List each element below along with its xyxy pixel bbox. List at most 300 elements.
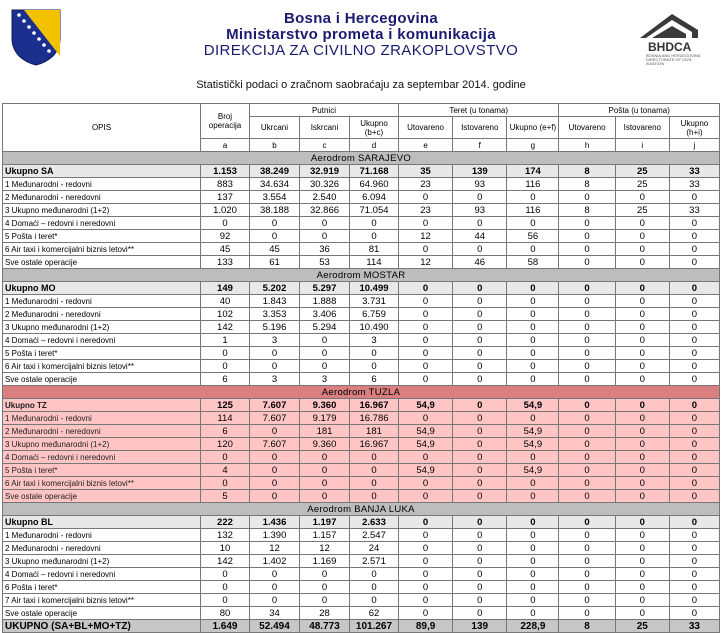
row-value: 0: [615, 529, 669, 542]
row-value: 3.554: [249, 191, 299, 204]
row-value: 0: [507, 373, 559, 386]
row-value: 0: [299, 477, 349, 490]
row-value: 0: [299, 217, 349, 230]
row-value: 0: [615, 308, 669, 321]
document-header: [0, 0, 722, 100]
row-value: 0: [615, 568, 669, 581]
row-value: 3: [299, 373, 349, 386]
row-value: 0: [559, 555, 615, 568]
airport-total-row: [3, 516, 720, 529]
row-label: Ukupno TZ: [3, 399, 201, 412]
row-value: 0: [249, 217, 299, 230]
row-value: 0: [615, 282, 669, 295]
row-value: 45: [201, 243, 250, 256]
row-value: 222: [201, 516, 250, 529]
row-label: 6 Air taxi i komercijalni biznis letovi**: [3, 243, 201, 256]
row-value: 0: [249, 568, 299, 581]
row-value: 0: [398, 373, 452, 386]
row-value: 0: [453, 555, 507, 568]
row-value: 5.196: [249, 321, 299, 334]
row-value: 174: [507, 165, 559, 178]
row-value: 10.490: [350, 321, 399, 334]
table-row: [3, 295, 720, 308]
table-head: [3, 104, 720, 152]
row-value: 0: [299, 230, 349, 243]
row-label: 5 Pošta i teret*: [3, 230, 201, 243]
row-value: 1.169: [299, 555, 349, 568]
row-value: 0: [669, 412, 719, 425]
row-value: 0: [559, 360, 615, 373]
row-label: 5 Pošta i teret*: [3, 464, 201, 477]
row-value: 1.020: [201, 204, 250, 217]
row-value: 0: [559, 607, 615, 620]
col-letter: e: [398, 139, 452, 152]
row-value: 0: [507, 347, 559, 360]
table-row: [3, 581, 720, 594]
row-value: 0: [615, 581, 669, 594]
grand-total-value: 101.267: [350, 620, 399, 633]
row-value: 139: [453, 165, 507, 178]
row-value: 3: [249, 373, 299, 386]
row-value: 0: [249, 451, 299, 464]
row-value: 0: [615, 464, 669, 477]
row-value: 0: [507, 295, 559, 308]
row-value: 0: [615, 256, 669, 269]
table-row: [3, 451, 720, 464]
row-value: 0: [350, 230, 399, 243]
row-value: 0: [615, 399, 669, 412]
col-utovareno: Utovareno: [398, 117, 452, 139]
col-group-putnici: Putnici: [249, 104, 398, 117]
row-value: 0: [398, 243, 452, 256]
row-value: 102: [201, 308, 250, 321]
bhdca-logo-text: BHDCA: [648, 40, 692, 54]
row-value: 7.607: [249, 399, 299, 412]
row-value: 114: [201, 412, 250, 425]
row-value: 5.202: [249, 282, 299, 295]
row-value: 0: [669, 568, 719, 581]
row-value: 6.094: [350, 191, 399, 204]
table-row: [3, 256, 720, 269]
row-value: 10.499: [350, 282, 399, 295]
row-value: 54,9: [507, 425, 559, 438]
row-value: 0: [615, 542, 669, 555]
row-label: 1 Međunarodni - redovni: [3, 295, 201, 308]
col-istovareno-posta: Istovareno: [615, 117, 669, 139]
row-value: 116: [507, 178, 559, 191]
row-value: 34.634: [249, 178, 299, 191]
row-value: 5.294: [299, 321, 349, 334]
row-value: 0: [453, 529, 507, 542]
row-label: 3 Ukupno međunarodni (1+2): [3, 204, 201, 217]
row-value: 0: [453, 191, 507, 204]
row-value: 56: [507, 230, 559, 243]
row-value: 0: [559, 282, 615, 295]
row-value: 54,9: [398, 399, 452, 412]
col-broj-operacija: Broj operacija: [201, 104, 250, 139]
row-value: 0: [453, 594, 507, 607]
row-value: 0: [201, 347, 250, 360]
row-value: 0: [350, 594, 399, 607]
row-value: 0: [559, 308, 615, 321]
row-value: 33: [669, 165, 719, 178]
header-ministry: Ministarstvo prometa i komunikacija: [226, 26, 496, 43]
row-value: 0: [299, 594, 349, 607]
report-subtitle: Statistički podaci o zračnom saobraćaju za septembar 2014. godine: [196, 79, 526, 91]
row-value: 0: [559, 334, 615, 347]
row-value: 0: [453, 581, 507, 594]
row-value: 0: [615, 295, 669, 308]
col-iskrcani: Iskrcani: [299, 117, 349, 139]
row-value: 12: [249, 542, 299, 555]
row-value: 0: [398, 555, 452, 568]
row-value: 132: [201, 529, 250, 542]
row-value: 12: [398, 256, 452, 269]
table-row: [3, 243, 720, 256]
row-value: 2.547: [350, 529, 399, 542]
row-value: 0: [201, 360, 250, 373]
row-value: 116: [507, 204, 559, 217]
table-row: [3, 191, 720, 204]
row-value: 0: [453, 217, 507, 230]
row-value: 0: [507, 243, 559, 256]
table-row: [3, 204, 720, 217]
section-title: Aerodrom BANJA LUKA: [3, 503, 720, 516]
row-value: 54,9: [398, 464, 452, 477]
airport-total-row: [3, 165, 720, 178]
row-value: 44: [453, 230, 507, 243]
table-row: [3, 607, 720, 620]
row-value: 0: [350, 568, 399, 581]
row-value: 0: [453, 373, 507, 386]
row-value: 64.960: [350, 178, 399, 191]
row-value: 0: [669, 308, 719, 321]
row-value: 0: [507, 412, 559, 425]
row-value: 0: [398, 347, 452, 360]
row-value: 0: [559, 412, 615, 425]
table-row: [3, 230, 720, 243]
row-value: 1.402: [249, 555, 299, 568]
col-letter: g: [507, 139, 559, 152]
row-value: 10: [201, 542, 250, 555]
row-value: 16.967: [350, 399, 399, 412]
grand-total-value: 52.494: [249, 620, 299, 633]
row-value: 0: [615, 438, 669, 451]
row-value: 0: [350, 490, 399, 503]
row-value: 3: [350, 334, 399, 347]
row-value: 0: [615, 451, 669, 464]
row-value: 2.571: [350, 555, 399, 568]
col-opis: OPIS: [3, 104, 201, 152]
row-value: 0: [507, 321, 559, 334]
row-value: 0: [398, 360, 452, 373]
row-value: 0: [398, 581, 452, 594]
row-value: 9.360: [299, 399, 349, 412]
row-value: 0: [559, 451, 615, 464]
row-label: 3 Ukupno međunarodni (1+2): [3, 555, 201, 568]
row-value: 0: [249, 230, 299, 243]
row-value: 0: [453, 295, 507, 308]
row-value: 0: [398, 334, 452, 347]
row-value: 38.188: [249, 204, 299, 217]
col-letter: h: [559, 139, 615, 152]
row-value: 0: [507, 191, 559, 204]
row-value: 0: [559, 256, 615, 269]
row-label: Sve ostale operacije: [3, 490, 201, 503]
row-value: 0: [350, 581, 399, 594]
row-value: 1.843: [249, 295, 299, 308]
row-value: 0: [507, 490, 559, 503]
row-value: 0: [249, 594, 299, 607]
row-value: 3: [249, 334, 299, 347]
col-group-posta: Pošta (u tonama): [559, 104, 720, 117]
row-value: 0: [453, 347, 507, 360]
bhdca-logo-subtext: BOSNIA AND HERZEGOVINA DIRECTORATE OF CIVIL AVIATION: [646, 53, 701, 66]
table-row: [3, 555, 720, 568]
row-value: 8: [559, 165, 615, 178]
row-value: 0: [615, 425, 669, 438]
row-value: 0: [669, 607, 719, 620]
row-value: 12: [299, 542, 349, 555]
row-value: 0: [615, 321, 669, 334]
row-value: 0: [615, 607, 669, 620]
table-row: [3, 334, 720, 347]
row-value: 54,9: [398, 438, 452, 451]
row-value: 0: [201, 594, 250, 607]
row-value: 149: [201, 282, 250, 295]
row-value: 0: [507, 607, 559, 620]
airport-total-row: [3, 282, 720, 295]
row-value: 23: [398, 204, 452, 217]
table-row: [3, 373, 720, 386]
row-value: 7.607: [249, 412, 299, 425]
row-value: 0: [299, 464, 349, 477]
row-value: 0: [453, 412, 507, 425]
row-label: 4 Domaći – redovni i neredovni: [3, 568, 201, 581]
row-value: 0: [249, 425, 299, 438]
row-value: 0: [249, 490, 299, 503]
row-value: 114: [350, 256, 399, 269]
row-value: 25: [615, 204, 669, 217]
row-value: 0: [453, 321, 507, 334]
row-value: 0: [615, 555, 669, 568]
col-letter: c: [299, 139, 349, 152]
row-value: 9.360: [299, 438, 349, 451]
grand-total-value: 25: [615, 620, 669, 633]
row-value: 1: [201, 334, 250, 347]
grand-total-value: 33: [669, 620, 719, 633]
row-value: 32.919: [299, 165, 349, 178]
row-value: 0: [559, 373, 615, 386]
row-value: 0: [398, 477, 452, 490]
row-value: 40: [201, 295, 250, 308]
row-value: 0: [299, 360, 349, 373]
row-value: 0: [669, 282, 719, 295]
row-value: 0: [559, 490, 615, 503]
row-value: 0: [201, 451, 250, 464]
row-value: 3.353: [249, 308, 299, 321]
row-value: 0: [669, 230, 719, 243]
table-row: [3, 425, 720, 438]
row-value: 36: [299, 243, 349, 256]
row-value: 0: [615, 191, 669, 204]
row-value: 0: [350, 360, 399, 373]
row-value: 1.390: [249, 529, 299, 542]
row-value: 0: [453, 282, 507, 295]
row-value: 0: [559, 568, 615, 581]
row-value: 0: [398, 607, 452, 620]
row-value: 0: [299, 568, 349, 581]
row-value: 0: [669, 425, 719, 438]
row-value: 3.406: [299, 308, 349, 321]
section-header-row: [3, 503, 720, 516]
row-value: 0: [398, 568, 452, 581]
row-value: 0: [507, 542, 559, 555]
row-value: 0: [559, 347, 615, 360]
row-value: 0: [507, 360, 559, 373]
row-value: 0: [669, 243, 719, 256]
section-title: Aerodrom MOSTAR: [3, 269, 720, 282]
row-value: 0: [507, 594, 559, 607]
row-value: 0: [615, 217, 669, 230]
row-label: 6 Air taxi i komercijalni biznis letovi**: [3, 360, 201, 373]
table-row: [3, 568, 720, 581]
row-value: 0: [249, 347, 299, 360]
row-value: 0: [559, 243, 615, 256]
row-value: 34: [249, 607, 299, 620]
row-value: 0: [453, 464, 507, 477]
row-value: 0: [398, 191, 452, 204]
row-value: 0: [398, 594, 452, 607]
row-value: 0: [669, 451, 719, 464]
col-ukupno-ef: Ukupno (e+f): [507, 117, 559, 139]
row-label: 2 Međunarodni - neredovni: [3, 191, 201, 204]
row-label: Sve ostale operacije: [3, 256, 201, 269]
row-value: 181: [299, 425, 349, 438]
row-value: 0: [559, 464, 615, 477]
row-value: 0: [453, 490, 507, 503]
row-value: 0: [453, 607, 507, 620]
row-label: 4 Domaći – redovni i neredovni: [3, 334, 201, 347]
row-value: 0: [398, 321, 452, 334]
table-row: [3, 464, 720, 477]
row-value: 0: [669, 542, 719, 555]
row-value: 35: [398, 165, 452, 178]
row-value: 0: [398, 451, 452, 464]
row-value: 0: [249, 477, 299, 490]
table-row: [3, 178, 720, 191]
row-label: 2 Međunarodni - neredovni: [3, 308, 201, 321]
row-value: 0: [453, 425, 507, 438]
row-value: 0: [201, 581, 250, 594]
col-letter: d: [350, 139, 399, 152]
row-value: 0: [507, 516, 559, 529]
row-value: 1.153: [201, 165, 250, 178]
grand-total-label: UKUPNO (SA+BL+MO+TZ): [3, 620, 201, 633]
row-value: 0: [559, 295, 615, 308]
grand-total-value: 48.773: [299, 620, 349, 633]
row-value: 0: [299, 347, 349, 360]
row-value: 0: [559, 217, 615, 230]
section-header-row: [3, 269, 720, 282]
row-value: 93: [453, 178, 507, 191]
table-row: [3, 477, 720, 490]
row-value: 33: [669, 204, 719, 217]
row-value: 0: [453, 451, 507, 464]
row-value: 0: [398, 308, 452, 321]
row-value: 0: [615, 490, 669, 503]
row-value: 142: [201, 321, 250, 334]
row-label: Sve ostale operacije: [3, 607, 201, 620]
row-value: 0: [559, 425, 615, 438]
row-value: 6: [201, 373, 250, 386]
row-value: 71.054: [350, 204, 399, 217]
row-value: 0: [507, 334, 559, 347]
row-value: 0: [559, 594, 615, 607]
row-value: 1.197: [299, 516, 349, 529]
row-value: 0: [249, 360, 299, 373]
row-value: 5.297: [299, 282, 349, 295]
table-row: [3, 308, 720, 321]
section-header-row: [3, 152, 720, 165]
col-ukupno-hi: Ukupno (h+i): [669, 117, 719, 139]
row-value: 0: [669, 516, 719, 529]
row-value: 0: [398, 529, 452, 542]
row-value: 54,9: [507, 464, 559, 477]
header-directorate: DIREKCIJA ZA CIVILNO ZRAKOPLOVSTVO: [203, 42, 519, 59]
row-value: 0: [398, 295, 452, 308]
row-value: 0: [350, 451, 399, 464]
row-value: 0: [507, 282, 559, 295]
row-value: 0: [398, 412, 452, 425]
row-value: 46: [453, 256, 507, 269]
row-value: 23: [398, 178, 452, 191]
table-row: [3, 360, 720, 373]
row-value: 0: [615, 347, 669, 360]
grand-total-value: 89,9: [398, 620, 452, 633]
row-value: 133: [201, 256, 250, 269]
row-value: 0: [507, 451, 559, 464]
row-value: 0: [669, 490, 719, 503]
row-value: 0: [398, 516, 452, 529]
section-header-row: [3, 386, 720, 399]
grand-total-value: 1.649: [201, 620, 250, 633]
col-letter: a: [201, 139, 250, 152]
row-value: 16.786: [350, 412, 399, 425]
row-value: 0: [453, 308, 507, 321]
row-value: 24: [350, 542, 399, 555]
row-value: 0: [559, 191, 615, 204]
row-value: 3.731: [350, 295, 399, 308]
row-label: Sve ostale operacije: [3, 373, 201, 386]
row-value: 0: [453, 360, 507, 373]
row-value: 0: [299, 451, 349, 464]
row-label: 1 Međunarodni - redovni: [3, 178, 201, 191]
table-row: [3, 529, 720, 542]
row-value: 53: [299, 256, 349, 269]
row-label: 6 Pošta i teret*: [3, 581, 201, 594]
row-value: 80: [201, 607, 250, 620]
row-label: 2 Međunarodni - neredovni: [3, 425, 201, 438]
table-row: [3, 347, 720, 360]
row-label: 5 Pošta i teret*: [3, 347, 201, 360]
row-value: 30.326: [299, 178, 349, 191]
row-value: 0: [615, 373, 669, 386]
table-row: [3, 490, 720, 503]
row-value: 61: [249, 256, 299, 269]
col-istovareno: Istovareno: [453, 117, 507, 139]
row-label: Ukupno MO: [3, 282, 201, 295]
